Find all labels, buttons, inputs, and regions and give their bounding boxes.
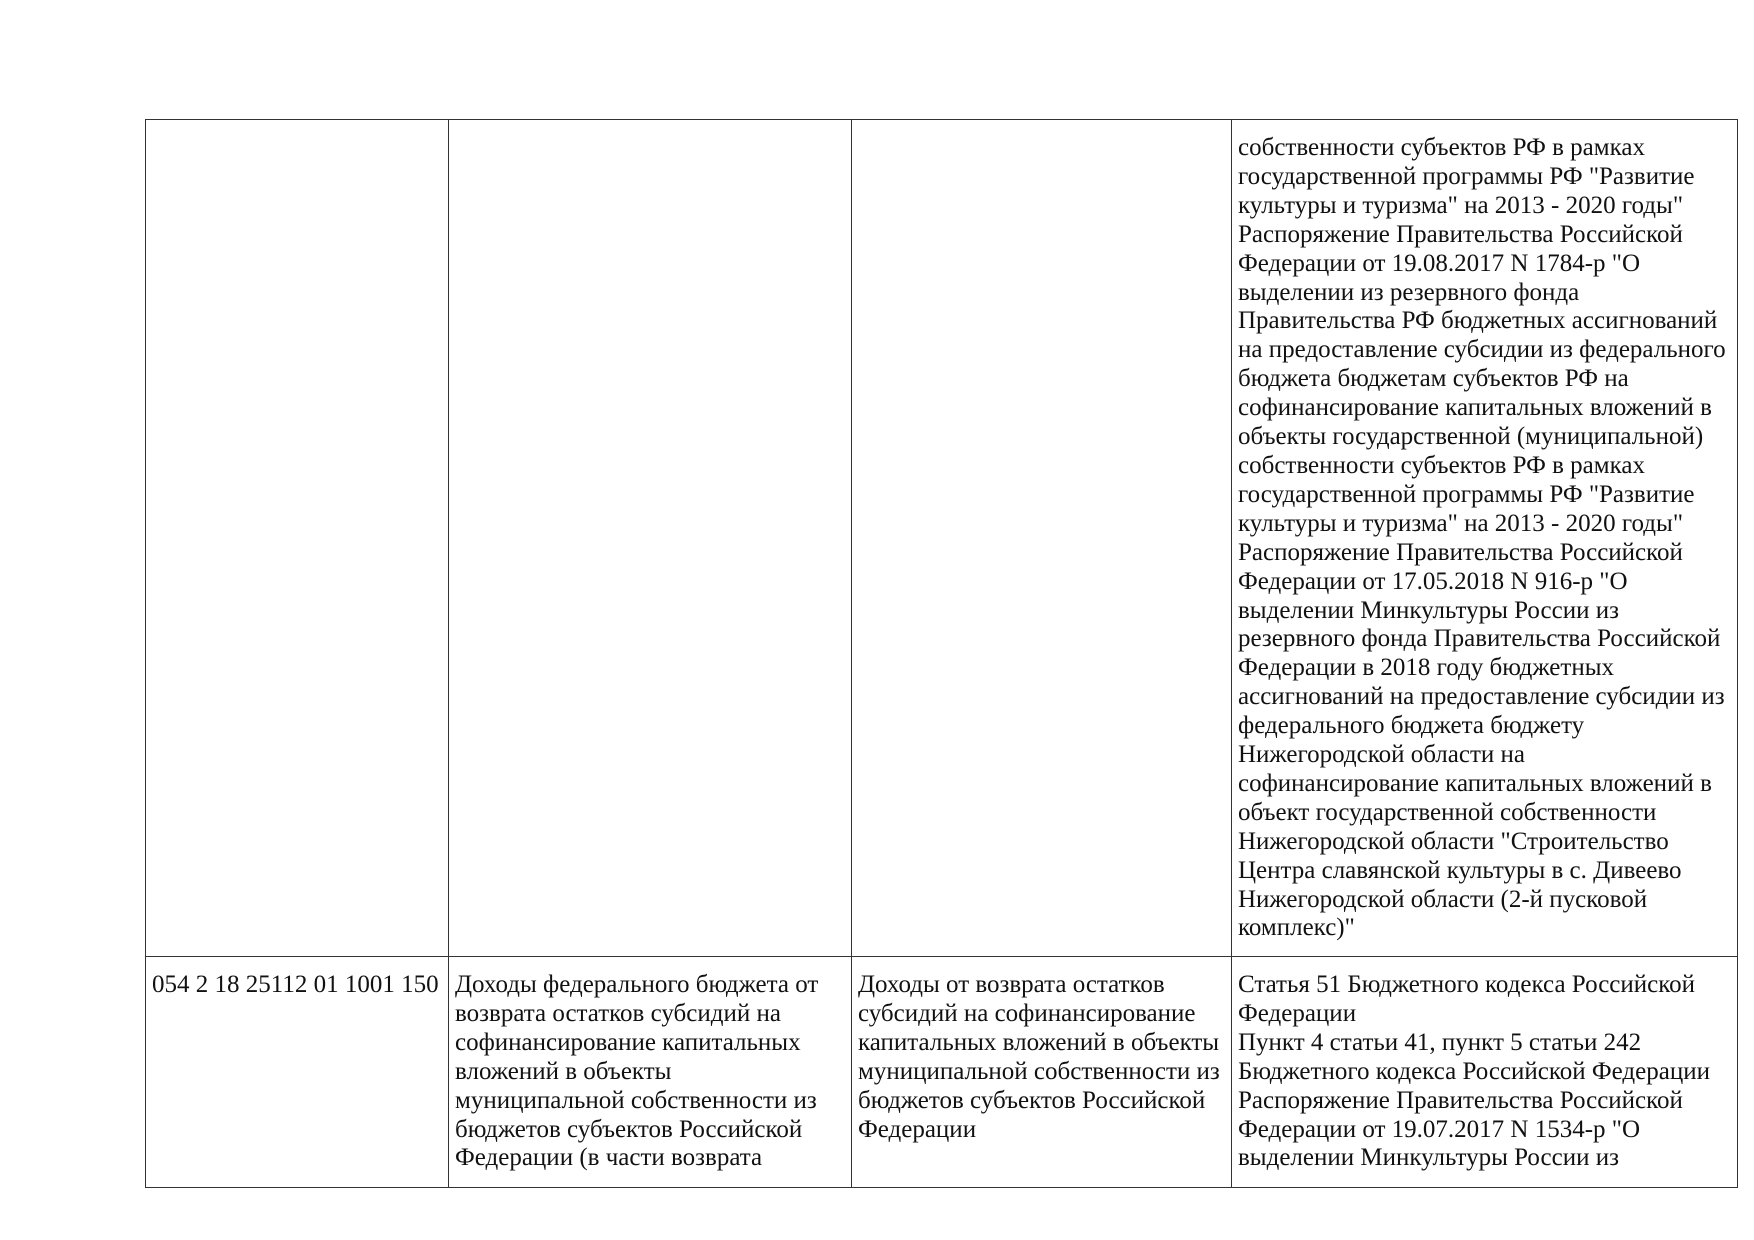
text-line: софинансирование капитальных вложений в: [1238, 769, 1712, 797]
text-line: 054 2 18 25112 01 1001 150: [152, 971, 439, 998]
table-row: [146, 957, 1738, 1188]
text-line: государственной программы РФ "Развитие: [1238, 480, 1695, 508]
name-cell: [449, 957, 852, 1188]
text-line: софинансирование капитальных вложений в: [1238, 394, 1712, 422]
text-line: Бюджетного кодекса Российской Федерации: [1238, 1057, 1710, 1085]
text-line: бюджетов субъектов Российской: [455, 1115, 803, 1143]
text-line: Статья 51 Бюджетного кодекса Российской: [1238, 971, 1696, 998]
code-cell: [146, 120, 449, 957]
name-cell: [449, 120, 852, 957]
text-line: Правительства РФ бюджетных ассигнований: [1238, 307, 1718, 335]
text-line: государственной программы РФ "Развитие: [1238, 162, 1695, 190]
text-line: Федерации: [858, 1115, 977, 1143]
text-line: Доходы от возврата остатков: [858, 971, 1165, 998]
text-line: Распоряжение Правительства Российской: [1238, 538, 1683, 566]
text-line: Нижегородской области на: [1238, 741, 1525, 769]
text-line: капитальных вложений в объекты: [858, 1028, 1220, 1056]
table-row: [146, 120, 1738, 957]
text-line: выделении Минкультуры России из: [1238, 596, 1619, 624]
text-line: Нижегородской области (2-й пусковой: [1238, 885, 1648, 913]
text-line: бюджетов субъектов Российской: [858, 1086, 1206, 1114]
text-line: Центра славянской культуры в с. Дивеево: [1238, 856, 1682, 884]
text-line: объекты государственной (муниципальной): [1238, 423, 1704, 451]
text-line: софинансирование капитальных: [455, 1028, 801, 1056]
text-line: комплекс)": [1238, 914, 1355, 942]
text-line: муниципальной собственности из: [858, 1057, 1220, 1085]
text-line: собственности субъектов РФ в рамках: [1238, 451, 1645, 479]
text-line: возврата остатков субсидий на: [455, 999, 781, 1027]
text-line: объект государственной собственности: [1238, 798, 1657, 826]
text-line: субсидий на софинансирование: [858, 999, 1196, 1027]
legal-basis-cell: [1232, 120, 1738, 957]
text-line: Доходы федерального бюджета от: [455, 971, 819, 998]
text-line: выделении из резервного фонда: [1238, 278, 1580, 306]
short-name-cell: [852, 120, 1232, 957]
text-line: выделении Минкультуры России из: [1238, 1144, 1619, 1172]
text-line: Федерации от 19.07.2017 N 1534-р "О: [1238, 1115, 1641, 1143]
text-line: Федерации (в части возврата: [455, 1144, 763, 1172]
text-line: Нижегородской области "Строительство: [1238, 827, 1669, 855]
short-name-cell: [852, 957, 1232, 1188]
text-line: муниципальной собственности из: [455, 1086, 817, 1114]
text-line: собственности субъектов РФ в рамках: [1238, 134, 1645, 161]
text-line: Федерации: [1238, 999, 1357, 1027]
legal-basis-cell: [1232, 957, 1738, 1188]
text-line: культуры и туризма" на 2013 - 2020 годы": [1238, 191, 1684, 219]
text-line: Распоряжение Правительства Российской: [1238, 220, 1683, 248]
code-cell: [146, 957, 449, 1188]
text-line: вложений в объекты: [455, 1057, 672, 1085]
text-line: Федерации от 19.08.2017 N 1784-р "О: [1238, 249, 1641, 277]
text-line: Распоряжение Правительства Российской: [1238, 1086, 1683, 1114]
text-line: ассигнований на предоставление субсидии из: [1238, 683, 1725, 711]
text-line: на предоставление субсидии из федерального: [1238, 336, 1726, 364]
text-line: Пункт 4 статьи 41, пункт 5 статьи 242: [1238, 1028, 1642, 1056]
text-line: Федерации от 17.05.2018 N 916-р "О: [1238, 567, 1628, 595]
text-line: Федерации в 2018 году бюджетных: [1238, 654, 1614, 682]
text-line: культуры и туризма" на 2013 - 2020 годы": [1238, 509, 1684, 537]
text-line: федерального бюджета бюджету: [1238, 712, 1585, 740]
revenue-classification-table: [145, 119, 1738, 1188]
text-line: резервного фонда Правительства Российской: [1238, 625, 1721, 653]
text-line: бюджета бюджетам субъектов РФ на: [1238, 365, 1629, 393]
